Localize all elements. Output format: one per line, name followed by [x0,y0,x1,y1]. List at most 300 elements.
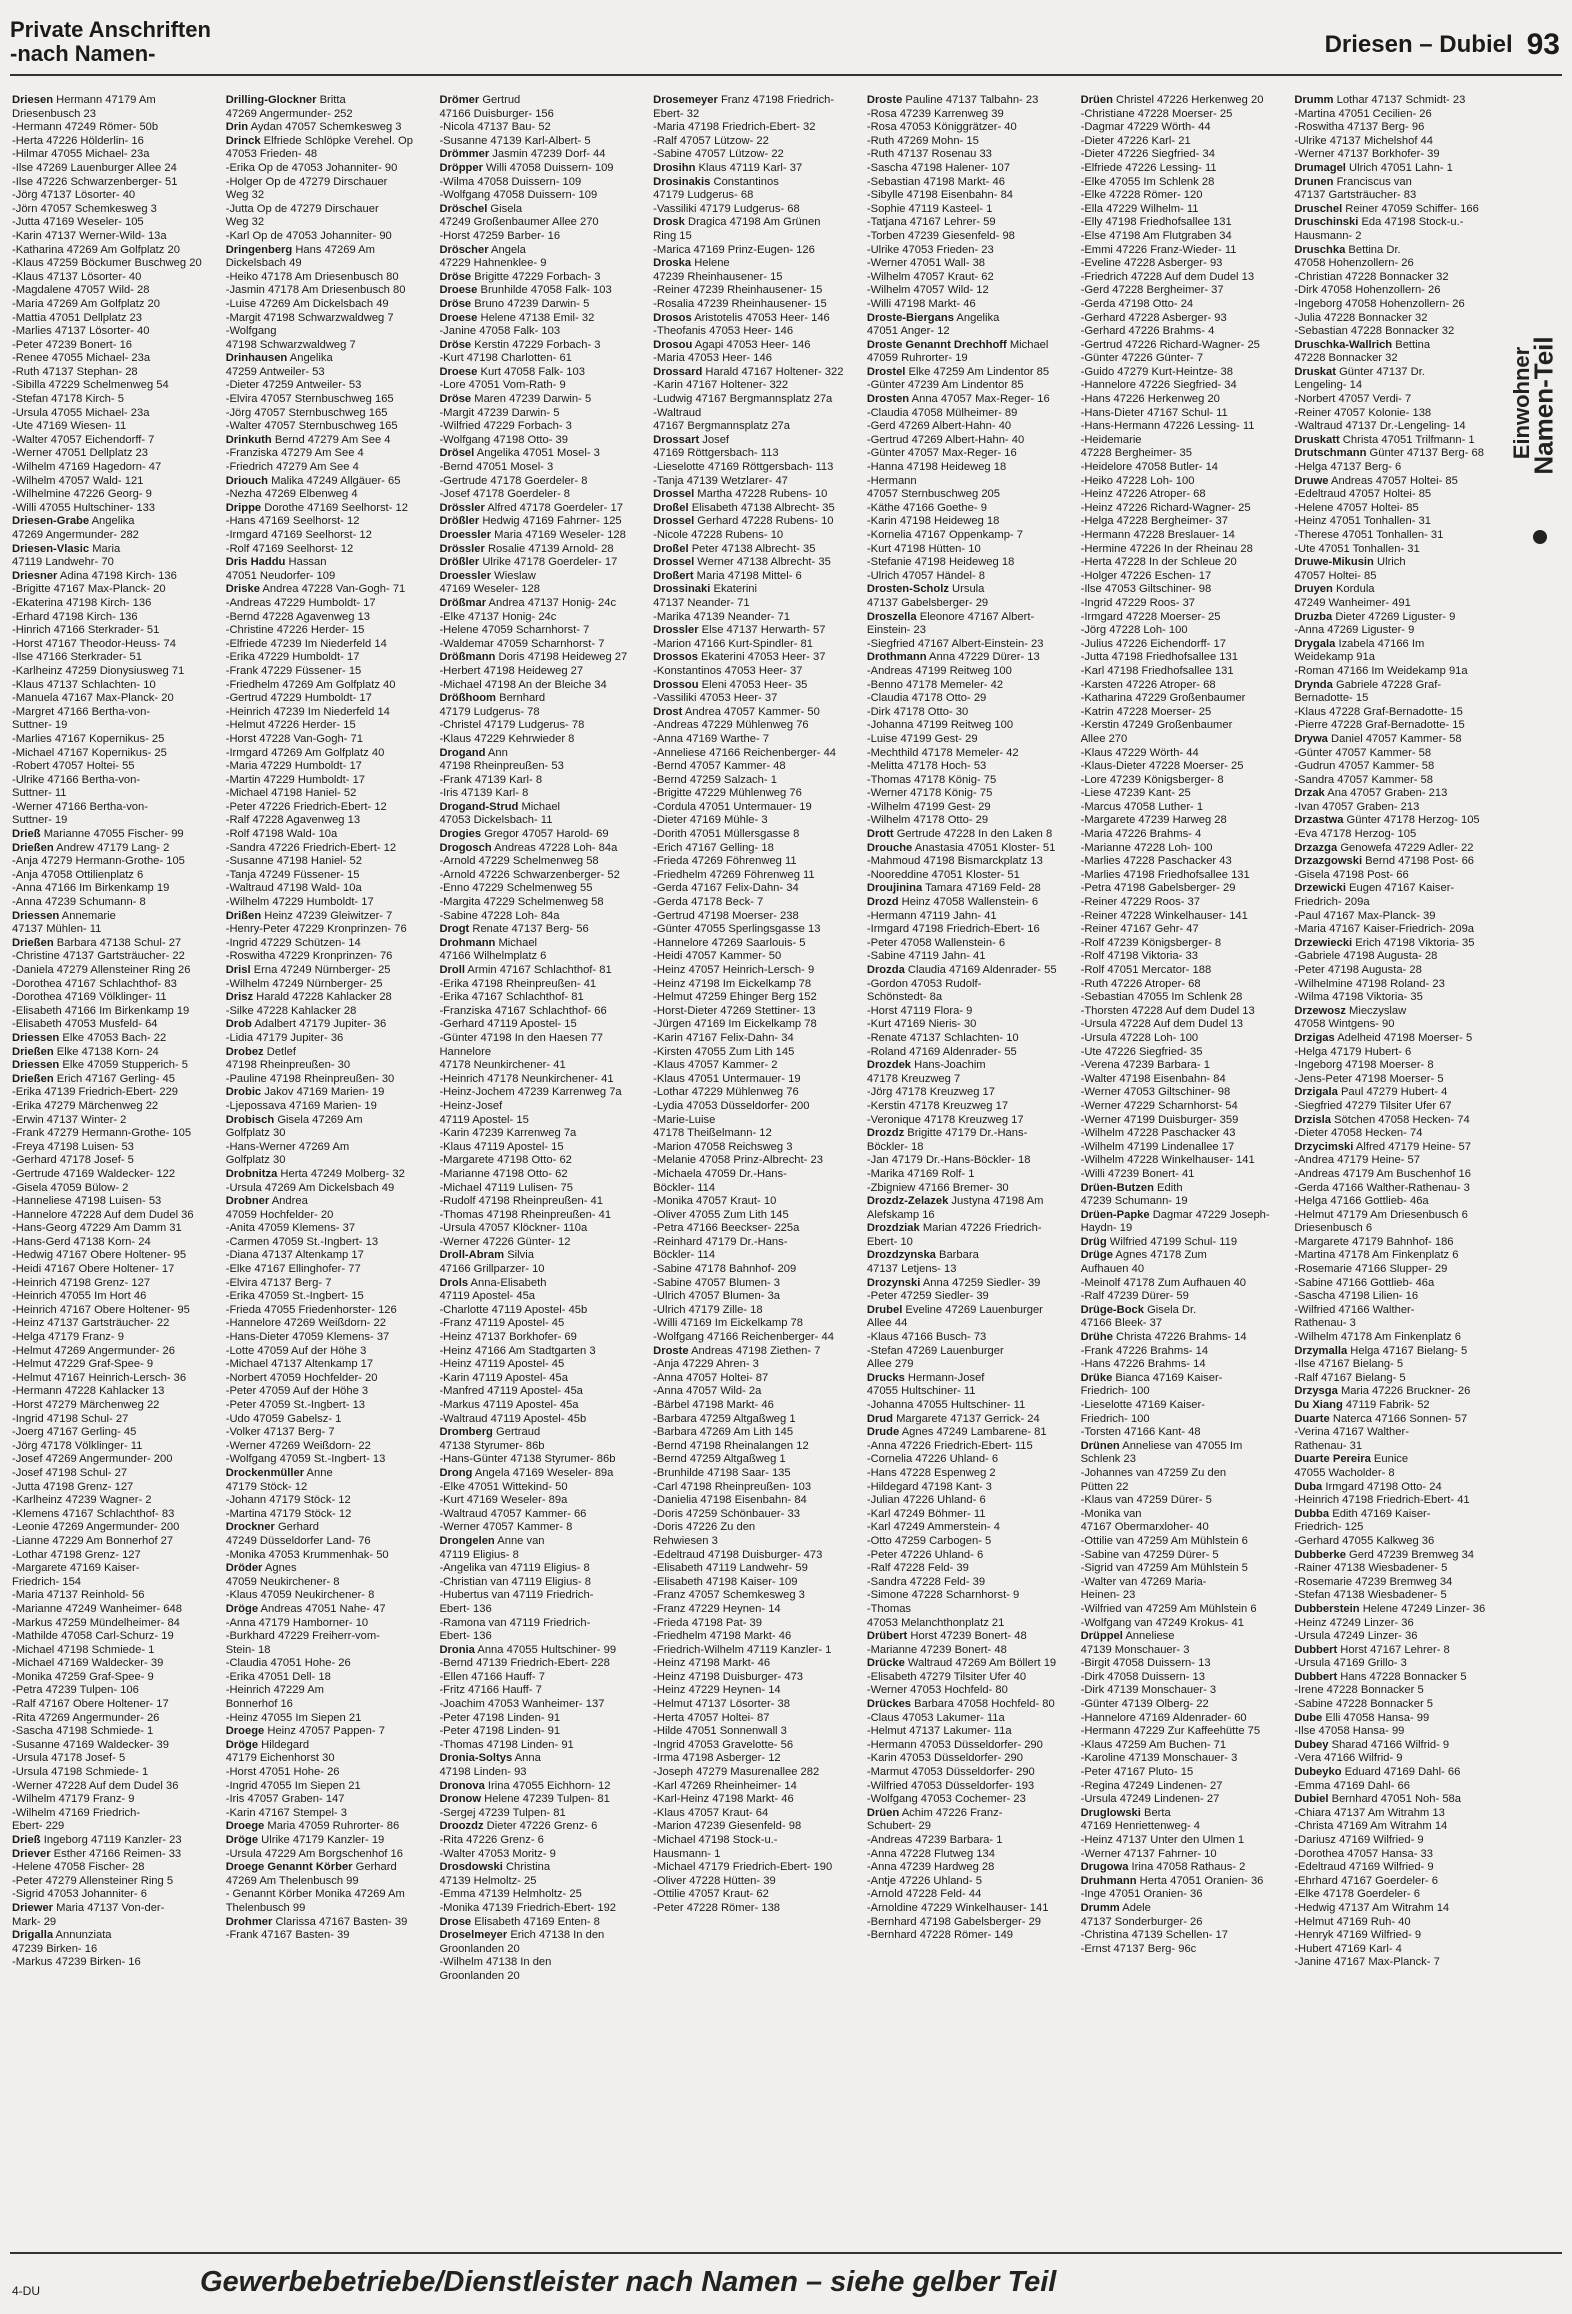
directory-entry [653,624,859,638]
entry-surname: Drumm [1080,1901,1120,1914]
entry-text: -Mechthild 47178 Memeler- 42 [866,746,1019,759]
entry-surname: Droste [866,94,903,106]
entry-text: -Rolf 47169 Seelhorst- 12 [225,542,354,555]
directory-entry [1081,842,1287,856]
entry-text: -Horst 47119 Flora- 9 [866,1004,973,1017]
directory-entry [653,910,859,924]
directory-entry [867,1032,1073,1046]
directory-entry [226,1630,432,1644]
entry-text: -Rudolf 47198 Rheinpreußen- 41 [439,1195,604,1208]
directory-entry [226,1766,432,1780]
entry-surname: Drzewicki [1294,882,1346,895]
directory-entry [12,1290,218,1304]
directory-entry [867,1929,1073,1943]
entry-surname: Droßert [653,569,694,582]
directory-entry [226,679,432,693]
entry-text: -Hannelore 47269 Saarlouis- 5 [653,936,806,949]
entry-text: -Heinz 47198 Markt- 46 [653,1657,771,1670]
directory-entry [1294,1100,1500,1114]
entry-text: Anna-Elisabeth [468,1276,547,1289]
entry-text: Harald 47228 Kahlacker 28 [253,991,392,1004]
entry-text: -Heinz 47166 Am Stadtgarten 3 [439,1344,596,1357]
entry-text: Rathenau- 3 [1294,1317,1356,1330]
directory-entry [1294,1848,1500,1862]
entry-text: -Gerhard 47119 Apostel- 15 [439,1018,577,1031]
entry-text: -Bärbel 47198 Markt- 46 [653,1399,774,1411]
entry-text: -Hanna 47198 Heideweg 18 [866,461,1007,474]
directory-entry [439,434,645,448]
directory-entry [653,1195,859,1209]
entry-text: -Ella 47229 Wilhelm- 11 [1080,202,1199,215]
directory-entry [1294,121,1500,135]
directory-entry [1294,1385,1500,1399]
directory-entry [1294,964,1500,978]
entry-text: Friedrich- 100 [1080,1412,1150,1425]
entry-surname: Droessler [439,569,492,582]
entry-text: Friedrich- 154 [12,1575,82,1588]
directory-entry [1294,828,1500,842]
entry-text: 47119 Eligius- 8 [439,1548,519,1561]
entry-text: -Wilma 47198 Viktoria- 35 [1294,991,1423,1004]
entry-text: Andrea 47057 Kammer- 50 [682,705,820,718]
directory-entry [439,1820,645,1834]
entry-text: -Joseph 47279 Masurenallee 282 [653,1766,820,1779]
directory-entry [867,148,1073,162]
entry-text: Hans 47269 Am [292,243,375,256]
entry-text: Erich 47198 Viktoria- 35 [1352,936,1475,949]
entry-text: -Werner 47178 König- 75 [866,787,993,800]
directory-entry [653,257,859,271]
directory-entry [1294,665,1500,679]
entry-text: -Hedwig 47137 Am Witrahm 14 [1294,1901,1450,1914]
entry-text: Bernd 47279 Am See 4 [271,433,391,446]
entry-text: -Brigitte 47167 Max-Planck- 20 [12,583,166,596]
entry-text: -Chiara 47137 Am Witrahm 13 [1294,1806,1445,1819]
directory-entry [1081,964,1287,978]
entry-text: -Waldemar 47059 Scharnhorst- 7 [439,637,605,650]
entry-surname: Dubberke [1294,1548,1346,1561]
entry-text: Wilfried 47199 Schul- 119 [1106,1235,1238,1248]
directory-entry [867,583,1073,597]
entry-text: -Julian 47226 Uhland- 6 [866,1494,986,1507]
directory-entry [653,978,859,992]
entry-text: -Elvira 47057 Sternbuschweg 165 [225,393,394,406]
directory-entry [1294,1413,1500,1427]
directory-entry [653,1562,859,1576]
entry-text: -Michael 47198 Schmiede- 1 [12,1643,155,1656]
directory-entry [226,828,432,842]
directory-entry [867,1018,1073,1032]
directory-entry [226,1902,432,1916]
listing-columns [12,94,1500,2246]
directory-entry [439,1603,645,1617]
directory-entry [1294,855,1500,869]
directory-entry [12,1902,218,1916]
entry-text: -Heinz 47055 Im Siepen 21 [225,1711,362,1724]
directory-entry [1081,1725,1287,1739]
entry-text: 47166 Grillparzer- 10 [439,1263,545,1276]
entry-text: -Ramona van 47119 Friedrich- [439,1616,591,1629]
entry-text: -Hans-Georg 47229 Am Damm 31 [12,1222,182,1235]
directory-entry [439,515,645,529]
entry-text: 47249 Großenbaumer Allee 270 [439,216,599,229]
directory-entry [1294,910,1500,924]
entry-surname: Drongelen [439,1534,495,1547]
directory-entry [1294,1630,1500,1644]
entry-text: -Gisela 47059 Bülow- 2 [12,1181,129,1194]
directory-entry [653,203,859,217]
entry-text: -Erika 47229 Humboldt- 17 [225,651,360,664]
directory-entry [1081,1059,1287,1073]
entry-surname: Drücke [866,1657,905,1670]
entry-surname: Drozda [866,964,905,976]
entry-text: -Elke 47178 Goerdeler- 6 [1294,1888,1420,1901]
entry-text: -Dieter 47226 Karl- 21 [1080,134,1191,147]
entry-text: -Helene 47057 Holtei- 85 [1294,501,1419,514]
entry-text: -Luise 47199 Gest- 29 [866,732,978,745]
entry-text: -Franz 47119 Apostel- 45 [439,1317,565,1330]
directory-entry [226,135,432,149]
directory-entry [1081,352,1287,366]
entry-text: -Wilhelm 47057 Wild- 12 [866,284,989,297]
entry-text: -Wilhelm 47228 Paschacker 43 [1080,1127,1236,1140]
entry-text: -Helene 47058 Fischer- 28 [12,1861,145,1874]
directory-entry [12,1345,218,1359]
entry-text: -Maria 47269 Am Golfplatz 20 [12,297,160,310]
entry-surname: Duarte Pereira [1294,1453,1371,1466]
directory-entry [439,1657,645,1671]
entry-text: Günter 47137 Berg- 68 [1366,447,1484,460]
entry-text: -Wolfgang 47053 Cochemer- 23 [866,1793,1026,1806]
directory-entry [653,651,859,665]
directory-entry [867,366,1073,380]
entry-text: -Frank 47139 Karl- 8 [439,773,543,786]
entry-text: -Helmut 47259 Ehinger Berg 152 [653,991,817,1004]
directory-entry [12,964,218,978]
directory-entry [1081,1684,1287,1698]
directory-entry [1081,1317,1287,1331]
directory-entry [439,366,645,380]
entry-text: -Sabine 47166 Gottlieb- 46a [1294,1276,1435,1289]
directory-entry [1294,502,1500,516]
directory-entry [653,515,859,529]
directory-entry [1294,1127,1500,1141]
directory-entry [226,882,432,896]
entry-surname: Drößmann [439,651,496,664]
entry-text: -Jörn 47057 Schemkesweg 3 [12,202,157,215]
entry-text: -Anna 47179 Hamborner- 10 [225,1616,369,1629]
entry-text: Dieter 47269 Liguster- 9 [1332,610,1456,623]
entry-text: -Wilhelm 47199 Lindenallee 17 [1080,1140,1235,1153]
entry-text: Anne [304,1466,333,1479]
entry-surname: Drouche [866,841,913,854]
directory-entry [439,189,645,203]
directory-entry [1081,583,1287,597]
entry-text: Suttner- 11 [12,787,67,800]
entry-surname: Drisl [225,964,251,976]
entry-text: -Ulrike 47137 Michelshof 44 [1294,134,1433,147]
page-header-right [1325,28,1560,62]
footer-code: 4-DU [12,2284,41,2298]
directory-entry [1081,1154,1287,1168]
directory-entry [12,978,218,992]
directory-entry [1081,1943,1287,1957]
entry-surname: Du Xiang [1294,1399,1343,1411]
entry-surname: Drosemeyer [653,94,718,106]
entry-text: -Wilhelm 47178 Otto- 29 [866,814,989,827]
directory-entry [653,379,859,393]
header-title: Private Anschriften [10,17,211,42]
entry-text: -Karlheinz 47259 Dionysiusweg 71 [12,664,185,677]
directory-entry [653,1127,859,1141]
entry-surname: Drutschmann [1294,447,1367,460]
entry-text: -Marica 47169 Prinz-Eugen- 126 [653,243,815,256]
entry-text: -Friedhelm 47269 Am Golfplatz 40 [225,678,396,691]
directory-entry [867,1508,1073,1522]
entry-surname: Drossler [653,624,699,637]
entry-text: -Leonie 47269 Angermunder- 200 [12,1521,180,1534]
directory-entry [1081,978,1287,992]
entry-text: Elfriede Schlöpke Verehel. Op [260,134,413,147]
directory-entry [1081,787,1287,801]
directory-entry [12,475,218,489]
entry-text: -Roman 47166 Im Weidekamp 91a [1294,664,1468,677]
entry-text: -Maria 47226 Brahms- 4 [1080,828,1202,841]
directory-entry [439,950,645,964]
entry-text: -Gabriele 47198 Augusta- 28 [1294,950,1438,963]
entry-text: -Elisabeth 47053 Musfeld- 64 [12,1018,158,1031]
entry-text: Bernadotte- 15 [1294,692,1369,705]
directory-entry [1081,1562,1287,1576]
entry-text: Bernhard [496,692,546,705]
directory-entry [1294,1820,1500,1834]
entry-text: -Hans-Dieter 47167 Schul- 11 [1080,406,1228,419]
directory-entry [653,692,859,706]
entry-text: -Waltraud 47137 Dr.-Lengeling- 14 [1294,420,1466,433]
directory-entry [1294,1562,1500,1576]
entry-text: 47057 Sternbuschweg 205 [866,488,1000,501]
entry-text: -Anneliese 47166 Reichenberger- 44 [653,746,837,759]
entry-text: Einstein- 23 [866,624,926,637]
entry-text: -Ilse 47226 Schwarzenberger- 51 [12,175,178,188]
entry-text: -Margarete 47169 Kaiser- [12,1562,140,1575]
directory-entry [653,801,859,815]
entry-text: -Karin 47167 Stempel- 3 [225,1806,347,1819]
directory-entry [226,271,432,285]
entry-text: Hermann-Josef [904,1371,985,1384]
directory-entry [1081,1698,1287,1712]
entry-text: -Heinrich 47055 Im Hort 46 [12,1290,147,1303]
entry-text: -Helmut 47179 Am Driesenbusch 6 [1294,1208,1468,1221]
entry-text: Ebert- 136 [439,1602,492,1615]
directory-entry [226,1481,432,1495]
directory-entry [12,203,218,217]
directory-entry [226,747,432,761]
directory-entry [653,325,859,339]
directory-entry [439,1617,645,1631]
entry-text: -Heinrich 47178 Neunkirchener- 41 [439,1072,614,1085]
entry-text: -Ilse 47269 Lauenburger Allee 24 [12,161,177,174]
directory-entry [1081,1195,1287,1209]
entry-text: -Norbert 47059 Hochfelder- 20 [225,1371,378,1384]
directory-entry [867,1277,1073,1291]
directory-entry [226,1168,432,1182]
entry-text: -Fritz 47166 Hauff- 7 [439,1684,542,1697]
entry-text: -Hinrich 47166 Sterkrader- 51 [12,624,160,637]
entry-text: -Danielia 47198 Eisenbahn- 84 [653,1494,807,1507]
directory-entry [653,529,859,543]
entry-text: -Henryk 47169 Wilfried- 9 [1294,1929,1422,1942]
entry-text: -Frank 47229 Füssener- 15 [225,664,362,677]
directory-entry [867,244,1073,258]
directory-entry [226,475,432,489]
directory-entry [12,176,218,190]
directory-entry [12,488,218,502]
entry-text: 47169 Weseler- 128 [439,583,540,596]
entry-text: -Benno 47178 Memeler- 42 [866,678,1004,691]
entry-text: -Irmgard 47169 Seelhorst- 12 [225,529,372,541]
directory-entry [12,1820,218,1834]
entry-text: Herta 47249 Molberg- 32 [277,1167,405,1180]
directory-entry [1294,434,1500,448]
directory-entry [1294,325,1500,339]
directory-entry [867,1331,1073,1345]
directory-entry [867,937,1073,951]
directory-entry [1081,339,1287,353]
entry-text: Britta [316,94,346,106]
entry-surname: Druwe [1294,474,1329,487]
entry-text: -Ludwig 47167 Bergmannsplatz 27a [653,393,833,406]
directory-entry [1294,1494,1500,1508]
directory-entry [1081,1277,1287,1291]
entry-text: -Frank 47226 Brahms- 14 [1080,1344,1209,1357]
entry-text: -Birgit 47058 Duissern- 13 [1080,1657,1211,1670]
entry-surname: Droese [439,284,478,297]
entry-text: 47269 Am Thelenbusch 99 [225,1874,359,1887]
entry-text: -Heidemarie [1080,433,1142,446]
directory-entry [653,787,859,801]
directory-entry [1081,1304,1287,1318]
entry-text: -Jan 47179 Dr.-Hans-Böckler- 18 [866,1154,1031,1167]
entry-text: Ulrich [1373,556,1406,569]
directory-entry [439,312,645,326]
entry-text: -Klaus 47259 Am Buchen- 71 [1080,1738,1227,1751]
directory-entry [867,1576,1073,1590]
entry-text: Driesenbusch 23 [12,107,96,120]
directory-entry [1081,1005,1287,1019]
entry-text: -Christine 47226 Herder- 15 [225,624,365,637]
entry-text: -Karin 47198 Heideweg 18 [866,515,1000,528]
entry-text: -Walter 47057 Sternbuschweg 165 [225,420,398,433]
entry-text: 47059 Hochfelder- 20 [225,1208,334,1221]
entry-text: -Ilse 47058 Hansa- 99 [1294,1725,1405,1738]
entry-text: -Roswitha 47137 Berg- 96 [1294,121,1425,134]
entry-text: Aristotelis 47053 Heer- 146 [691,311,830,324]
entry-text: Anneliese van 47055 Im [1119,1439,1243,1452]
directory-entry [653,1875,859,1889]
directory-entry [439,407,645,421]
directory-entry [1294,393,1500,407]
directory-entry [1081,1453,1287,1467]
entry-text: -Maria 47198 Friedrich-Ebert- 32 [653,121,816,134]
directory-entry [867,1698,1073,1712]
listing-column-7 [1294,94,1500,2246]
entry-text: -Ursula 47269 Am Dickelsbach 49 [225,1181,395,1194]
entry-surname: Driesen-Grabe [12,515,90,528]
directory-entry [226,1820,432,1834]
directory-entry [653,1372,859,1386]
entry-text: -Wolfgang 47166 Reichenberger- 44 [653,1331,834,1344]
directory-entry [439,1086,645,1100]
directory-entry [226,1549,432,1563]
entry-surname: Dröge [225,1602,259,1615]
entry-text: -Margarete 47179 Bahnhof- 186 [1294,1235,1454,1248]
directory-entry [867,1413,1073,1427]
entry-text: -Helmut 47167 Heinrich-Lersch- 36 [12,1371,187,1384]
directory-entry [439,624,645,638]
entry-text: -Torsten 47166 Kant- 48 [1080,1426,1201,1439]
directory-entry [439,135,645,149]
entry-text: -Oliver 47228 Hütten- 39 [653,1874,776,1887]
entry-text: Esther 47166 Reimen- 33 [50,1847,182,1860]
entry-text: -Ursula 47249 Lindenen- 27 [1080,1793,1220,1806]
entry-surname: Dronow [439,1793,482,1806]
entry-text: -Waltraud 47198 Wald- 10a [225,882,362,895]
entry-text: -Werner 47226 Günter- 12 [439,1235,571,1248]
directory-entry [12,1562,218,1576]
entry-text: -Anita 47059 Klemens- 37 [225,1222,356,1235]
directory-entry [1294,1861,1500,1875]
entry-text: -Gertrud 47229 Humboldt- 17 [225,692,372,705]
directory-entry [653,1576,859,1590]
directory-entry [439,787,645,801]
directory-entry [12,1549,218,1563]
directory-entry [12,1834,218,1848]
directory-entry [1081,447,1287,461]
directory-entry [1081,1521,1287,1535]
entry-text: -Lore 47239 Königsberger- 8 [1080,773,1224,786]
directory-entry [1294,923,1500,937]
directory-entry [12,760,218,774]
entry-text: Maren 47239 Darwin- 5 [471,393,592,406]
entry-surname: Druhmann [1080,1874,1137,1887]
directory-entry [226,502,432,516]
entry-text: Angelika [89,515,135,528]
entry-text: -Cornelia 47226 Uhland- 6 [866,1453,999,1466]
entry-text: -Günter 47239 Am Lindentor 85 [866,379,1024,392]
directory-entry [226,379,432,393]
directory-entry [867,679,1073,693]
directory-entry [12,529,218,543]
directory-entry [226,244,432,258]
directory-entry [867,556,1073,570]
directory-entry [439,774,645,788]
directory-entry [226,339,432,353]
entry-text: Schubert- 29 [866,1820,931,1833]
directory-entry [226,991,432,1005]
entry-surname: Drösel [439,447,475,460]
entry-text: -Klemens 47167 Schlachthof- 83 [12,1507,175,1520]
entry-text: Michael [518,800,561,813]
entry-text: -Karin 47167 Holtener- 322 [653,379,789,392]
directory-entry [439,597,645,611]
directory-entry [1081,747,1287,761]
directory-entry [439,1508,645,1522]
side-tab-line1: Einwohner [1509,346,1534,460]
entry-surname: Drude [866,1426,900,1439]
directory-entry [1294,135,1500,149]
directory-entry [1081,1494,1287,1508]
